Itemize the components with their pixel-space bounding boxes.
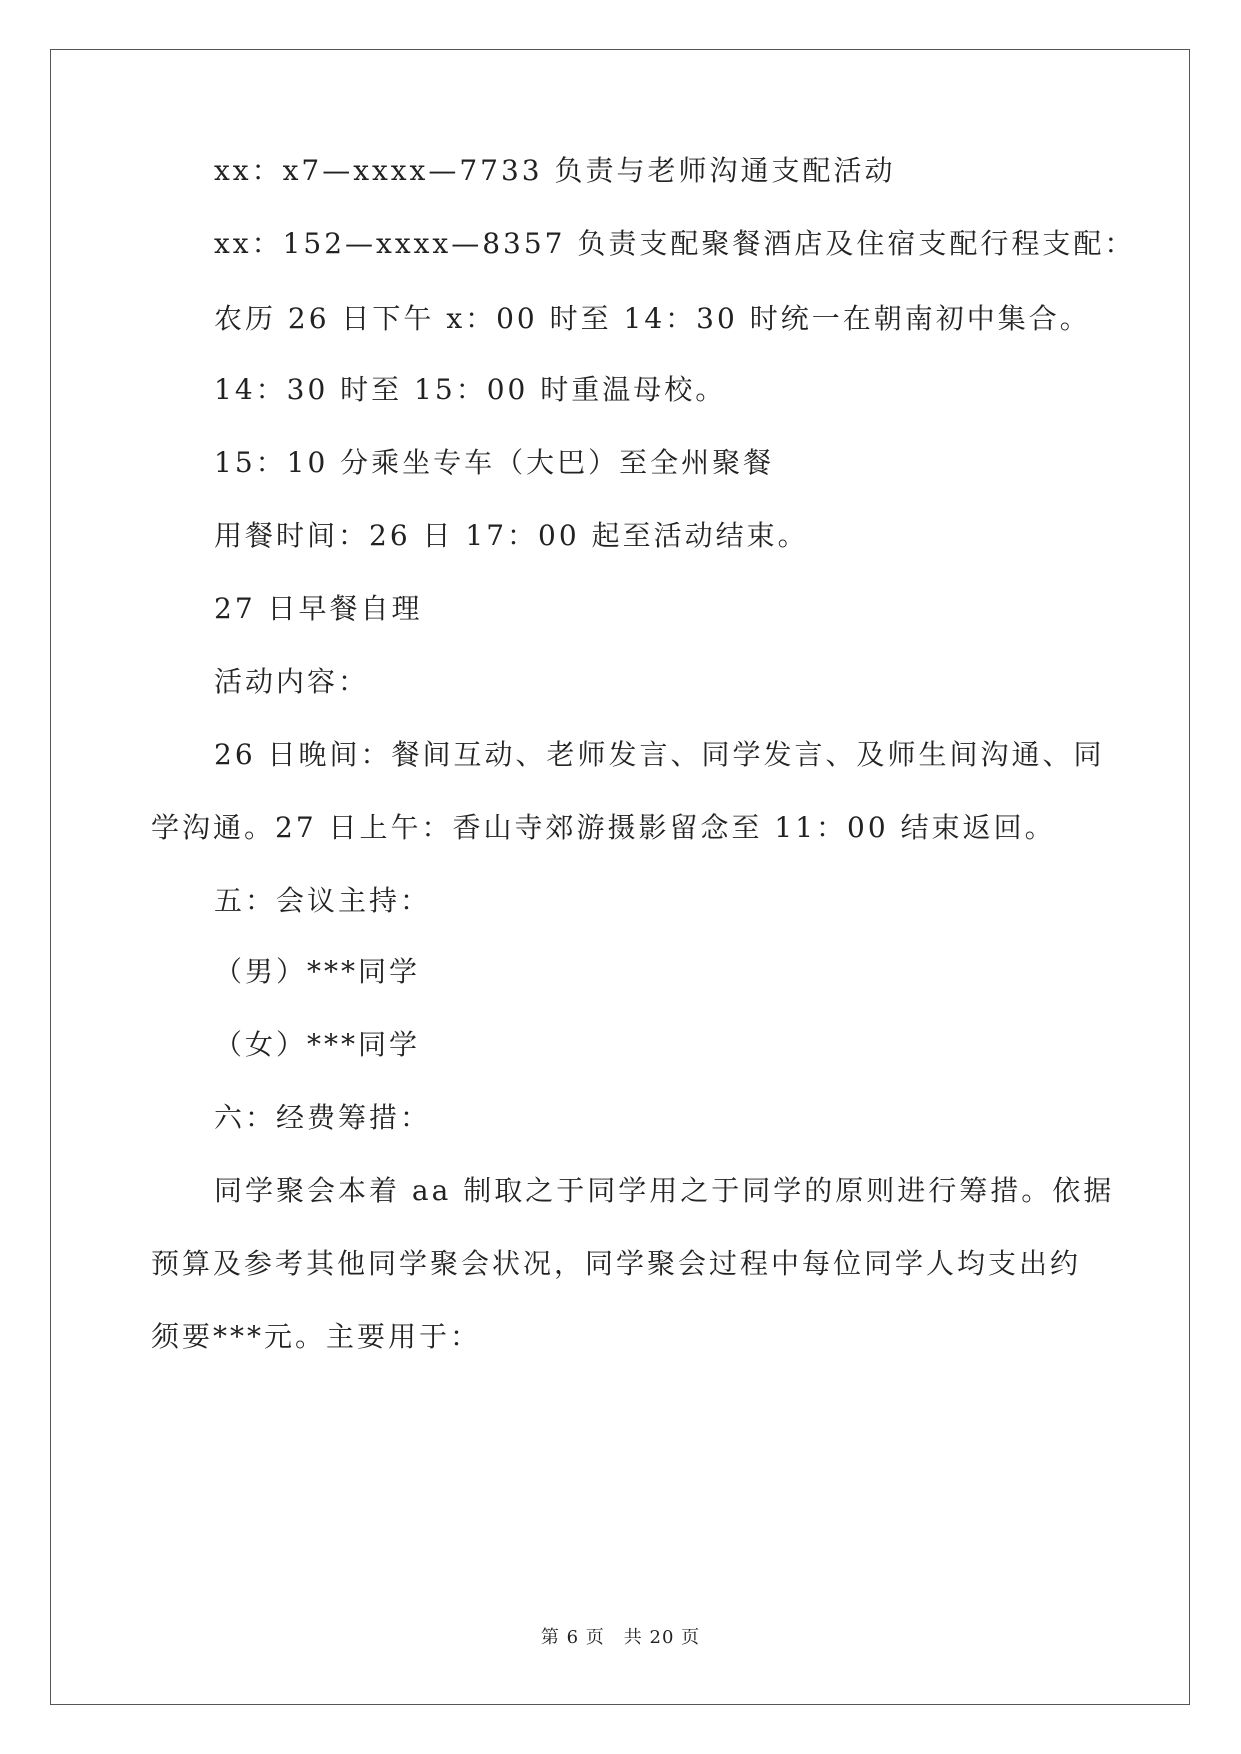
text-line: xx：152—xxxx—8357 负责支配聚餐酒店及住宿支配行程支配： bbox=[214, 227, 1136, 260]
text-line: 27 日早餐自理 bbox=[214, 592, 423, 625]
text-line: xx：x7—xxxx—7733 负责与老师沟通支配活动 bbox=[214, 154, 896, 187]
page-border bbox=[50, 49, 1190, 1705]
text-line: 六：经费筹措： bbox=[214, 1101, 432, 1134]
page-number: 第 6 页 共 20 页 bbox=[540, 1627, 701, 1648]
text-line: （男）***同学 bbox=[214, 955, 421, 988]
text-line: 农历 26 日下午 x：00 时至 14：30 时统一在朝南初中集合。 bbox=[214, 302, 1091, 335]
text-line: 学沟通。27 日上午：香山寺郊游摄影留念至 11：00 结束返回。 bbox=[151, 811, 1056, 844]
text-line: 预算及参考其他同学聚会状况，同学聚会过程中每位同学人均支出约 bbox=[151, 1247, 1082, 1280]
text-line: 26 日晚间：餐间互动、老师发言、同学发言、及师生间沟通、同 bbox=[214, 738, 1105, 771]
text-line: 五：会议主持： bbox=[214, 884, 432, 917]
text-line: 用餐时间：26 日 17：00 起至活动结束。 bbox=[214, 519, 809, 552]
text-line: 15：10 分乘坐专车（大巴）至全州聚餐 bbox=[214, 446, 775, 479]
text-line: （女）***同学 bbox=[214, 1028, 421, 1061]
text-line: 14：30 时至 15：00 时重温母校。 bbox=[214, 373, 727, 406]
text-line: 同学聚会本着 aa 制取之于同学用之于同学的原则进行筹措。依据 bbox=[214, 1174, 1115, 1207]
text-line: 须要***元。主要用于： bbox=[151, 1320, 482, 1353]
text-line: 活动内容： bbox=[214, 665, 370, 698]
